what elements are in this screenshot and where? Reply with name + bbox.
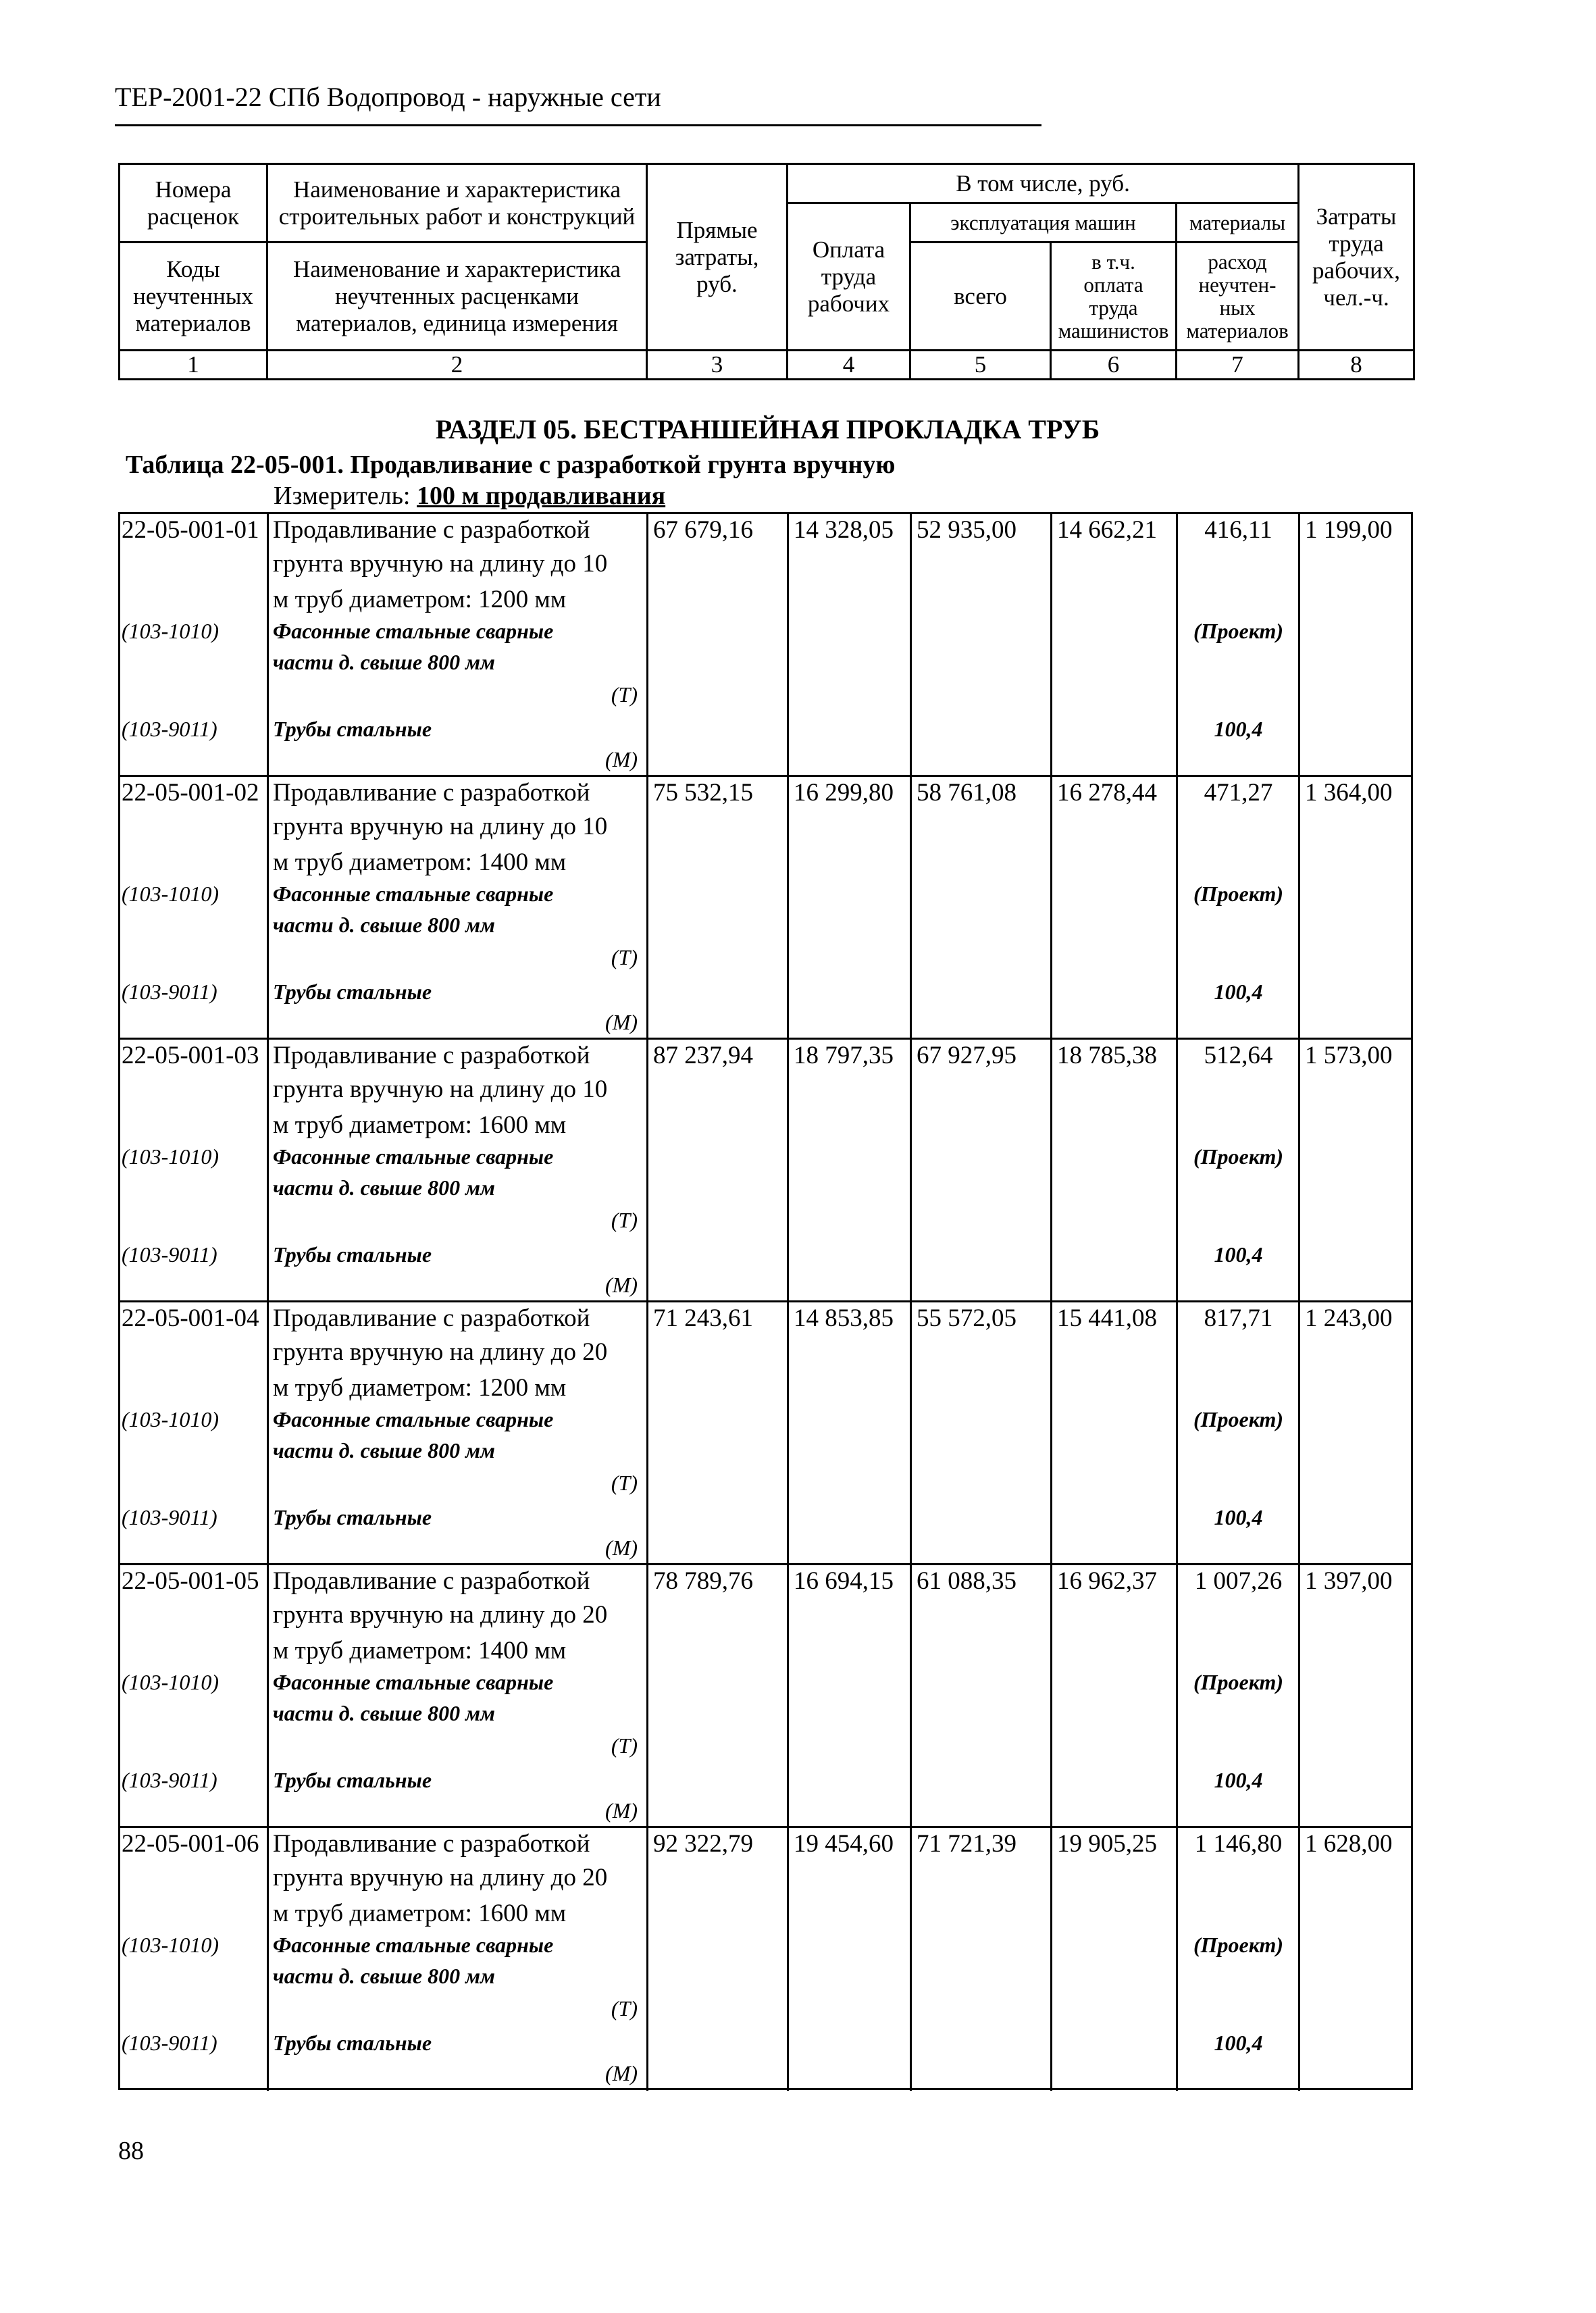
column-divider — [787, 514, 789, 775]
value-labor: 19 454,60 — [794, 1830, 894, 1858]
value-operators: 19 905,25 — [1057, 1830, 1157, 1858]
document-header-title: ТЕР-2001-22 СПб Водопровод - наружные сети — [115, 82, 661, 112]
material-code: (103-9011) — [122, 980, 217, 1004]
header-divider — [115, 124, 1041, 126]
work-description: грунта вручную на длину до 20 — [273, 1338, 608, 1366]
header-operators-pay: в т.ч. оплата труда машинистов — [1051, 243, 1177, 351]
column-number: 1 — [120, 351, 267, 380]
material-unit: (М) — [605, 1273, 638, 1297]
material-code: (103-9011) — [122, 1505, 217, 1529]
column-divider — [910, 1302, 912, 1563]
column-divider — [267, 514, 269, 775]
material-name: Фасонные стальные сварные — [273, 882, 554, 906]
material-unit: (М) — [605, 1535, 638, 1560]
material-amount: (Проект) — [1193, 1407, 1284, 1431]
material-amount: (Проект) — [1193, 1670, 1284, 1694]
table-title: Таблица 22-05-001. Продавливание с разработкой грунта вручную — [126, 451, 896, 479]
material-name: части д. свыше 800 мм — [273, 1438, 495, 1463]
work-description: грунта вручную на длину до 20 — [273, 1601, 608, 1629]
header-machines-total: всего — [910, 243, 1051, 351]
value-hours: 1 397,00 — [1305, 1567, 1393, 1595]
column-number: 7 — [1177, 351, 1299, 380]
column-divider — [910, 514, 912, 775]
material-unit: (М) — [605, 747, 638, 771]
material-name: Трубы стальные — [273, 1505, 432, 1529]
rates-table-body — [118, 512, 1413, 2090]
column-divider — [267, 777, 269, 1038]
column-divider — [787, 1302, 789, 1563]
column-divider — [787, 1040, 789, 1300]
material-name: части д. свыше 800 мм — [273, 650, 495, 674]
material-code: (103-1010) — [122, 882, 219, 906]
header-labor-hours: Затраты труда рабочих, чел.-ч. — [1299, 164, 1414, 351]
material-unit: (Т) — [611, 1471, 638, 1495]
column-divider — [1050, 1828, 1052, 2091]
rate-code: 22-05-001-06 — [122, 1830, 259, 1858]
value-machines: 71 721,39 — [917, 1830, 1016, 1858]
rate-code: 22-05-001-01 — [122, 516, 259, 544]
column-number: 6 — [1051, 351, 1177, 380]
value-labor: 16 299,80 — [794, 779, 894, 807]
header-materials: материалы — [1177, 203, 1299, 243]
value-machines: 58 761,08 — [917, 779, 1016, 807]
value-direct: 92 322,79 — [653, 1830, 753, 1858]
value-hours: 1 628,00 — [1305, 1830, 1393, 1858]
value-operators: 14 662,21 — [1057, 516, 1157, 544]
header-material-codes: Коды неучтенных материалов — [120, 243, 267, 351]
material-unit: (Т) — [611, 1208, 638, 1232]
material-amount: 100,4 — [1214, 1505, 1263, 1529]
value-labor: 18 797,35 — [794, 1042, 894, 1069]
column-number: 5 — [910, 351, 1051, 380]
page-number: 88 — [118, 2137, 144, 2165]
material-code: (103-1010) — [122, 1933, 219, 1957]
work-description: м труб диаметром: 1400 мм — [273, 1637, 567, 1664]
material-code: (103-9011) — [122, 1242, 217, 1267]
value-hours: 1 243,00 — [1305, 1304, 1393, 1332]
work-description: Продавливание с разработкой — [273, 1304, 590, 1332]
rate-code: 22-05-001-02 — [122, 779, 259, 807]
material-amount: 100,4 — [1214, 2031, 1263, 2055]
value-materials: 471,27 — [1204, 779, 1273, 807]
header-machine-operation: эксплуатация машин — [910, 203, 1177, 243]
material-unit: (Т) — [611, 682, 638, 707]
header-rate-numbers: Номера расценок — [120, 164, 267, 243]
material-code: (103-1010) — [122, 619, 219, 643]
work-description: Продавливание с разработкой — [273, 1830, 590, 1858]
column-divider — [787, 777, 789, 1038]
value-machines: 52 935,00 — [917, 516, 1016, 544]
work-description: грунта вручную на длину до 10 — [273, 813, 608, 840]
value-machines: 55 572,05 — [917, 1304, 1016, 1332]
material-name: Трубы стальные — [273, 980, 432, 1004]
column-divider — [267, 1040, 269, 1300]
column-number: 4 — [788, 351, 910, 380]
material-unit: (М) — [605, 1010, 638, 1034]
column-divider — [910, 1565, 912, 1826]
material-name: Фасонные стальные сварные — [273, 1670, 554, 1694]
table-row — [120, 1302, 1411, 1565]
work-description: Продавливание с разработкой — [273, 1042, 590, 1069]
column-divider — [910, 1828, 912, 2091]
value-operators: 18 785,38 — [1057, 1042, 1157, 1069]
value-materials: 1 146,80 — [1194, 1830, 1283, 1858]
column-divider — [267, 1565, 269, 1826]
work-description: грунта вручную на длину до 10 — [273, 1075, 608, 1103]
value-direct: 87 237,94 — [653, 1042, 753, 1069]
work-description: Продавливание с разработкой — [273, 516, 590, 544]
material-code: (103-9011) — [122, 1768, 217, 1792]
column-number: 2 — [267, 351, 647, 380]
material-amount: 100,4 — [1214, 1768, 1263, 1792]
work-description: м труб диаметром: 1200 мм — [273, 1374, 567, 1402]
material-amount: 100,4 — [1214, 1242, 1263, 1267]
value-labor: 16 694,15 — [794, 1567, 894, 1595]
work-description: Продавливание с разработкой — [273, 779, 590, 807]
value-direct: 75 532,15 — [653, 779, 753, 807]
rate-code: 22-05-001-03 — [122, 1042, 259, 1069]
column-number: 8 — [1299, 351, 1414, 380]
material-name: Фасонные стальные сварные — [273, 1144, 554, 1169]
material-code: (103-1010) — [122, 1144, 219, 1169]
value-direct: 78 789,76 — [653, 1567, 753, 1595]
material-name: Трубы стальные — [273, 1242, 432, 1267]
work-description: грунта вручную на длину до 10 — [273, 550, 608, 578]
material-name: части д. свыше 800 мм — [273, 1175, 495, 1200]
material-name: части д. свыше 800 мм — [273, 1701, 495, 1725]
material-name: части д. свыше 800 мм — [273, 1964, 495, 1988]
material-name: Фасонные стальные сварные — [273, 619, 554, 643]
material-code: (103-1010) — [122, 1670, 219, 1694]
material-name: Трубы стальные — [273, 1768, 432, 1792]
work-description: Продавливание с разработкой — [273, 1567, 590, 1595]
material-unit: (М) — [605, 2061, 638, 2085]
material-amount: (Проект) — [1193, 619, 1284, 643]
column-divider — [910, 1040, 912, 1300]
value-materials: 512,64 — [1204, 1042, 1273, 1069]
material-code: (103-9011) — [122, 717, 217, 741]
header-worker-pay: Оплата труда рабочих — [788, 203, 910, 351]
material-amount: 100,4 — [1214, 980, 1263, 1004]
material-amount: (Проект) — [1193, 882, 1284, 906]
table-row — [120, 777, 1411, 1040]
work-description: м труб диаметром: 1400 мм — [273, 848, 567, 876]
value-hours: 1 199,00 — [1305, 516, 1393, 544]
measure-unit — [274, 481, 665, 511]
material-name: Фасонные стальные сварные — [273, 1407, 554, 1431]
table-row — [120, 1565, 1411, 1828]
column-divider — [1050, 514, 1052, 775]
material-unit: (М) — [605, 1798, 638, 1823]
value-operators: 15 441,08 — [1057, 1304, 1157, 1332]
header-direct-costs: Прямые затраты, руб. — [647, 164, 788, 351]
column-divider — [910, 777, 912, 1038]
value-direct: 67 679,16 — [653, 516, 753, 544]
value-hours: 1 573,00 — [1305, 1042, 1393, 1069]
material-amount: (Проект) — [1193, 1144, 1284, 1169]
header-including: В том числе, руб. — [788, 164, 1299, 203]
material-amount: (Проект) — [1193, 1933, 1284, 1957]
material-name: Трубы стальные — [273, 2031, 432, 2055]
value-machines: 61 088,35 — [917, 1567, 1016, 1595]
column-divider — [1050, 777, 1052, 1038]
column-divider — [787, 1565, 789, 1826]
column-divider — [267, 1828, 269, 2091]
material-name: Трубы стальные — [273, 717, 432, 741]
header-unaccounted-materials: расход неучтен- ных материалов — [1177, 243, 1299, 351]
table-row — [120, 1828, 1411, 2091]
table-row — [120, 1040, 1411, 1302]
value-machines: 67 927,95 — [917, 1042, 1016, 1069]
value-labor: 14 328,05 — [794, 516, 894, 544]
column-number: 3 — [647, 351, 788, 380]
column-divider — [1050, 1040, 1052, 1300]
column-divider — [1050, 1565, 1052, 1826]
rate-code: 22-05-001-05 — [122, 1567, 259, 1595]
column-divider — [1050, 1302, 1052, 1563]
material-unit: (Т) — [611, 1733, 638, 1758]
value-materials: 817,71 — [1204, 1304, 1273, 1332]
value-materials: 1 007,26 — [1194, 1567, 1283, 1595]
work-description: грунта вручную на длину до 20 — [273, 1864, 608, 1891]
work-description: м труб диаметром: 1200 мм — [273, 586, 567, 613]
measure-value: 100 м продавливания — [417, 482, 666, 510]
material-code: (103-9011) — [122, 2031, 217, 2055]
material-name: Фасонные стальные сварные — [273, 1933, 554, 1957]
value-labor: 14 853,85 — [794, 1304, 894, 1332]
value-hours: 1 364,00 — [1305, 779, 1393, 807]
measure-label: Измеритель: — [274, 482, 411, 510]
material-name: части д. свыше 800 мм — [273, 913, 495, 937]
value-direct: 71 243,61 — [653, 1304, 753, 1332]
material-amount: 100,4 — [1214, 717, 1263, 741]
header-work-name: Наименование и характеристика строительных работ и конструкций — [267, 164, 647, 243]
column-divider — [787, 1828, 789, 2091]
value-operators: 16 278,44 — [1057, 779, 1157, 807]
table-column-header — [118, 163, 1415, 380]
column-divider — [267, 1302, 269, 1563]
value-operators: 16 962,37 — [1057, 1567, 1157, 1595]
material-unit: (Т) — [611, 945, 638, 969]
section-title: РАЗДЕЛ 05. БЕСТРАНШЕЙНАЯ ПРОКЛАДКА ТРУБ — [435, 414, 1100, 444]
rate-code: 22-05-001-04 — [122, 1304, 259, 1332]
work-description: м труб диаметром: 1600 мм — [273, 1900, 567, 1927]
table-row — [120, 514, 1411, 777]
work-description: м труб диаметром: 1600 мм — [273, 1111, 567, 1139]
value-materials: 416,11 — [1204, 516, 1272, 544]
material-code: (103-1010) — [122, 1407, 219, 1431]
header-material-name: Наименование и характеристика неучтенных расценками материалов, единица измерения — [267, 243, 647, 351]
material-unit: (Т) — [611, 1996, 638, 2020]
